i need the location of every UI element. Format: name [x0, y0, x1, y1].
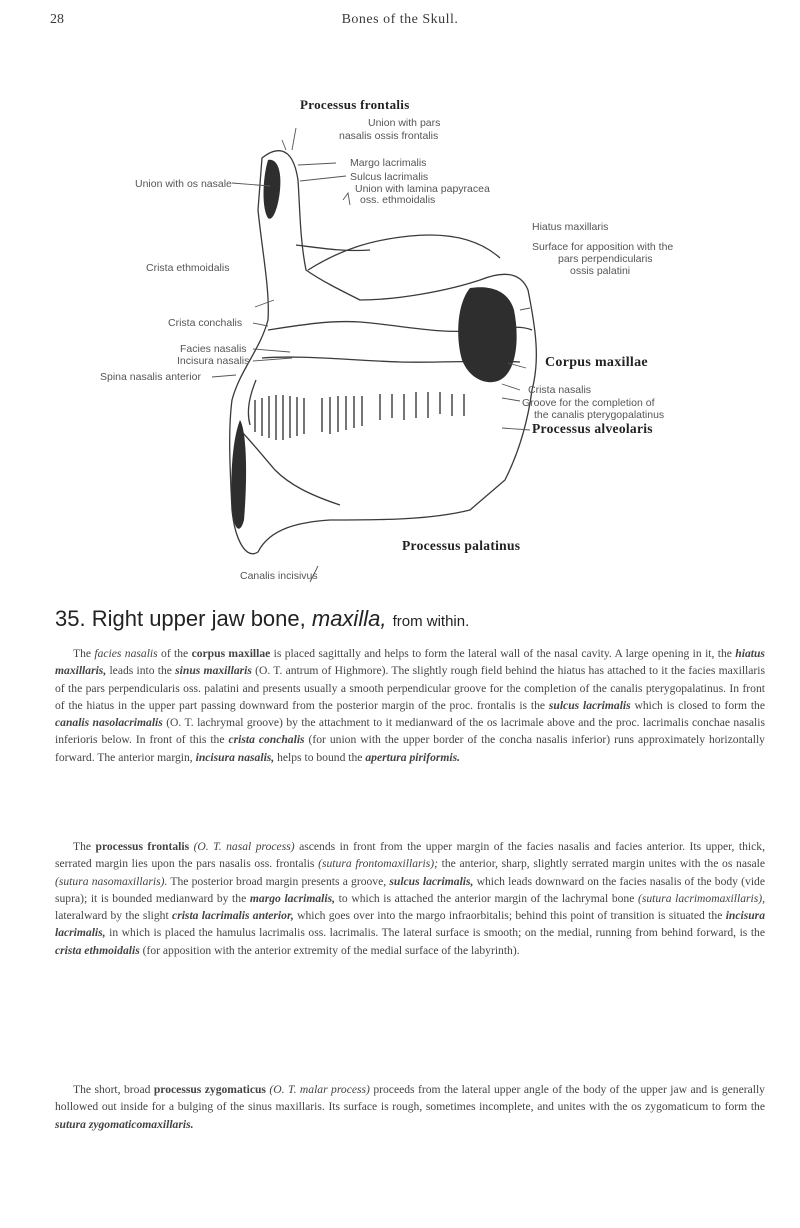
styled-term: canalis nasolacrimalis	[55, 716, 163, 730]
caption-latin: maxilla,	[311, 606, 387, 631]
text-run: The	[73, 647, 95, 660]
caption-suffix: from within.	[392, 613, 470, 630]
label-surface-apposition-2: pars perpendicularis	[558, 253, 653, 265]
caption-number: 35.	[55, 606, 86, 631]
text-run: which goes over into the margo infraorbitalis; behind this point of transition is situated the	[293, 909, 726, 923]
text-run: The posterior broad margin presents a groove,	[167, 874, 390, 888]
figure-caption	[55, 606, 469, 632]
styled-term: crista conchalis	[228, 733, 305, 747]
styled-term: sinus maxillaris	[175, 664, 252, 678]
text-run: helps to bound the	[274, 750, 366, 764]
text-run: is placed sagittally and helps to form the lateral wall of the nasal cavity. A large opening in it, the	[270, 647, 736, 660]
label-corpus-maxillae: Corpus maxillae	[545, 355, 648, 370]
styled-term: sulcus lacrimalis,	[389, 874, 474, 888]
styled-term: crista lacrimalis anterior,	[172, 909, 294, 923]
figure-title: Processus frontalis	[300, 97, 410, 112]
text-run: of the	[157, 647, 192, 660]
label-groove-completion-2: the canalis pterygopalatinus	[534, 409, 665, 421]
label-facies-nasalis: Facies nasalis	[180, 343, 247, 355]
text-run: The	[73, 840, 96, 853]
paragraph-corpus	[55, 645, 765, 766]
label-margo-lacrimalis: Margo lacrimalis	[350, 157, 427, 169]
label-sulcus-lacrimalis: Sulcus lacrimalis	[350, 171, 429, 183]
text-run: proceeds from the lateral upper angle of the body of the upper jaw and is generally hollowed out inside for a bulging of the sinus maxillaris. Its surface is rough, sometimes incomplete, and unites with the os zygomaticum to form the	[55, 1083, 765, 1114]
text-run: (O. T. antrum of Highmore). The slightly rough field behind the hiatus has attached to it the facies maxillaris of the pars perpendicularis oss. palatini and presents usually a smooth perpendicular groove for the completion of the canalis pterygopalatinus. In front of the hiatus in the upper part passing downward from the posterior margin of the proc. frontalis is the	[55, 664, 765, 712]
running-head: Bones of the Skull.	[341, 12, 459, 27]
text-run: The short, broad	[73, 1083, 154, 1096]
label-union-lamina-papyracea-1: Union with lamina papyracea	[355, 183, 490, 195]
label-surface-apposition-3: ossis palatini	[570, 265, 631, 277]
text-run: (O. T. lachrymal groove) by the attachment to it medianward of the os lacrimale above and the proc. lacrimalis conchae nasalis inferioris below. In front of this the	[55, 716, 765, 747]
label-crista-conchalis: Crista conchalis	[168, 317, 243, 329]
label-union-pars-nasalis-2: nasalis ossis frontalis	[339, 130, 439, 142]
label-hiatus-maxillaris: Hiatus maxillaris	[532, 221, 609, 233]
label-groove-completion-1: Groove for the completion of	[522, 397, 655, 409]
text-run: in which is placed the hamulus lacrimalis oss. lacrimalis. The lateral surface is smooth; on the medial, running from behind forward, is the	[105, 926, 765, 940]
styled-term: hiatus maxillaris,	[55, 647, 765, 678]
label-incisura-nasalis: Incisura nasalis	[177, 355, 250, 367]
text-run: which is closed to form the	[630, 698, 765, 712]
styled-term: sulcus lacrimalis	[548, 698, 631, 712]
styled-term: margo lacrimalis,	[249, 891, 336, 905]
paragraph-text	[55, 1081, 765, 1133]
text-run: ascends in front from the upper margin of the facies nasalis and facies anterior. Its upper, thick, serrated margin lies upon the pars nasalis oss. frontalis	[55, 840, 765, 871]
page-number: 28	[50, 12, 64, 27]
maxilla-illustration	[0, 0, 800, 610]
styled-term: corpus maxillae	[191, 647, 271, 660]
text-run: (for apposition with the anterior extremity of the medial surface of the labyrinth).	[139, 943, 520, 957]
styled-term: (O. T. nasal process)	[189, 840, 295, 853]
label-canalis-incisivus: Canalis incisivus	[240, 570, 318, 582]
figure-maxilla	[0, 0, 800, 610]
paragraph-processus-frontalis	[55, 838, 765, 959]
label-crista-ethmoidalis: Crista ethmoidalis	[146, 262, 230, 274]
label-union-os-nasale: Union with os nasale	[135, 178, 232, 190]
styled-term: (O. T. malar process)	[265, 1083, 370, 1096]
styled-term: processus zygomaticus	[153, 1083, 266, 1096]
styled-term: (sutura nasomaxillaris).	[55, 874, 168, 888]
paragraph-text	[55, 645, 765, 766]
styled-term: incisura nasalis,	[195, 750, 275, 764]
styled-term: sutura zygomaticomaxillaris.	[55, 1117, 194, 1131]
styled-term: incisura lacrimalis,	[55, 909, 765, 940]
styled-term: processus frontalis	[95, 840, 190, 853]
label-union-lamina-papyracea-2: oss. ethmoidalis	[360, 194, 436, 206]
label-spina-nasalis-anterior: Spina nasalis anterior	[100, 371, 201, 383]
text-run: leads into the	[106, 664, 176, 678]
label-union-pars-nasalis-1: Union with pars	[368, 117, 441, 129]
text-run: to which is attached the anterior margin of the lachrymal bone	[335, 891, 639, 905]
styled-term: crista ethmoidalis	[55, 943, 140, 957]
label-processus-alveolaris: Processus alveolaris	[532, 421, 653, 436]
label-processus-palatinus: Processus palatinus	[402, 538, 521, 553]
styled-term: (sutura lacrimomaxillaris),	[638, 891, 766, 905]
text-run: which leads downward on the facies nasalis of the body (vide supra); it is bounded medianward by the	[55, 874, 765, 905]
styled-term: facies nasalis	[94, 647, 158, 660]
paragraph-text	[55, 838, 765, 959]
styled-term: (sutura frontomaxillaris);	[318, 857, 438, 871]
text-run: the anterior, sharp, slightly serrated margin unites with the os nasale	[437, 857, 765, 871]
label-crista-nasalis: Crista nasalis	[528, 384, 592, 396]
styled-term: apertura piriformis.	[365, 750, 461, 764]
caption-title: Right upper jaw bone,	[91, 606, 306, 631]
label-surface-apposition-1: Surface for apposition with the	[532, 241, 674, 253]
text-run: (for union with the upper border of the concha nasalis inferior) runs approximately horizontally forward. The anterior margin,	[55, 733, 765, 764]
paragraph-processus-zygomaticus	[55, 1081, 765, 1133]
text-run: lateralward by the slight	[55, 909, 173, 923]
